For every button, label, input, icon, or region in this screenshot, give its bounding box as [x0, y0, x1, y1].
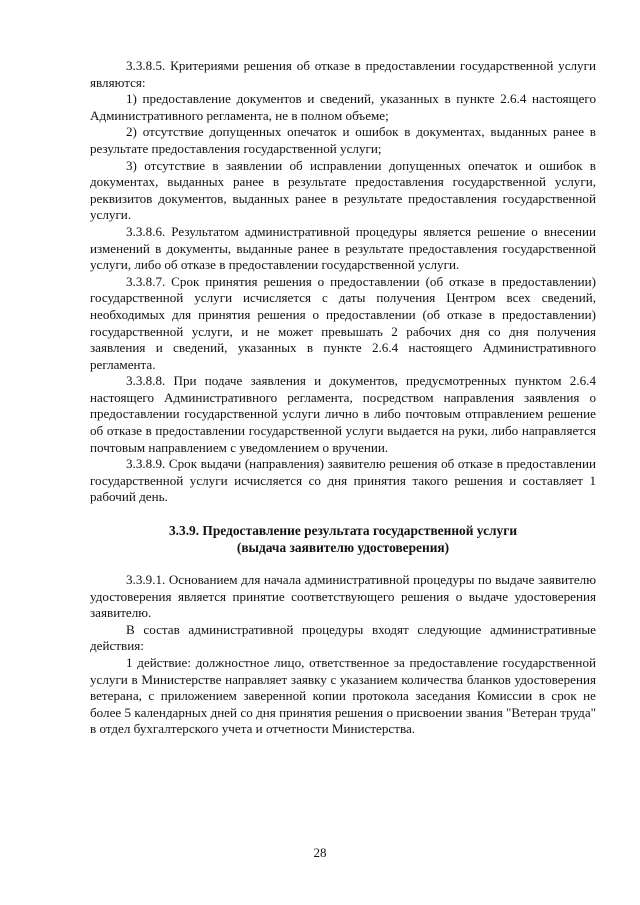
paragraph-3-3-8-6: 3.3.8.6. Результатом административной процедуры является решение о внесении изменений в документы, выданные ранее в результате предоставления государственной услуги, либо об отказе в предоставлении государственной услуги. [90, 223, 596, 273]
body-text-bottom [90, 572, 596, 738]
paragraph-action-1: 1 действие: должностное лицо, ответственное за предоставление государственной услуги в Министерстве направляет заявку с указанием количества бланков удостоверения ветерана, с приложением заверенной копии протокола заседания Комиссии в срок не более 5 календарных дней со дня принятия решения о присвоении звания "Ветеран труда" в отдел бухгалтерского учета и отчетности Министерства. [90, 655, 596, 737]
paragraph-3-3-9-1: 3.3.9.1. Основанием для начала административной процедуры по выдаче заявителю удостоверения является принятие соответствующего решения о выдаче удостоверения заявителю. [90, 572, 596, 621]
paragraph-3-3-8-8: 3.3.8.8. При подаче заявления и документов, предусмотренных пунктом 2.6.4 настоящего Административного регламента, посредством направления заявления о предоставлении государственной услуги лично в либо почтовым отправлением решение об отказе в предоставлении государственной услуги выдается на руки, либо направляется почтовым направлением с уведомлением о вручении. [90, 373, 596, 455]
section-title-line-1: 3.3.9. Предоставление результата государственной услуги [168, 523, 518, 539]
paragraph-composition: В состав административной процедуры входят следующие административные действия: [90, 621, 596, 654]
section-heading [90, 522, 596, 556]
list-item-3: 3) отсутствие в заявлении об исправлении допущенных опечаток и ошибок в документах, выданных ранее в результате предоставления государственной услуги, реквизитов документов, выданных ранее в результате предоставления государственной услуги. [90, 157, 596, 223]
page-number: 28 [313, 845, 327, 860]
paragraph-3-3-8-5: 3.3.8.5. Критериями решения об отказе в предоставлении государственной услуги являются: [90, 58, 596, 90]
list-item-1: 1) предоставление документов и сведений, указанных в пункте 2.6.4 настоящего Административного регламента, не в полном объеме; [90, 91, 596, 123]
list-item-2: 2) отсутствие допущенных опечаток и ошибок в документах, выданных ранее в результате предоставления государственной услуги; [90, 124, 596, 156]
paragraph-3-3-8-9: 3.3.8.9. Срок выдачи (направления) заявителю решения об отказе в предоставлении государственной услуги исчисляется со дня принятия такого решения и составляет 1 рабочий день. [90, 456, 596, 505]
body-text-top [90, 58, 596, 506]
section-title-line-2: (выдача заявителю удостоверения) [236, 540, 450, 556]
paragraph-3-3-8-7: 3.3.8.7. Срок принятия решения о предоставлении (об отказе в предоставлении) государственной услуги исчисляется с даты получения Центром всех сведений, необходимых для принятия решения о предоставлении (об отказе в предоставлении) государственной услуги, и не может превышать 2 рабочих дня со дня получения заявления и сведений, указанных в пункте 2.6.4 настоящего Административного регламента. [90, 273, 596, 372]
